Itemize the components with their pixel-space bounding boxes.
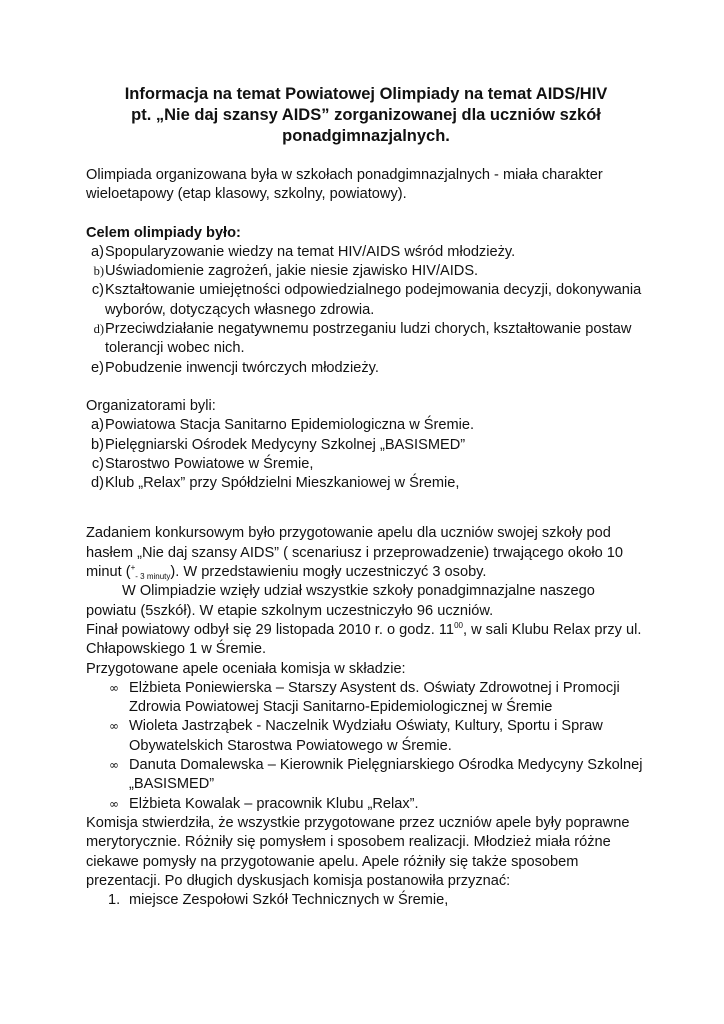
list-item: a) Powiatowa Stacja Sanitarno Epidemiologiczna w Śremie. — [91, 417, 475, 434]
title-line-3: ponadgimnazjalnych. — [282, 127, 450, 145]
list-item: ∞ Wioleta Jastrząbek - Naczelnik Wydziału Oświaty, Kultury, Sportu i Spraw Obywatelskich Starostwa Powiatowego w Śremie. — [109, 718, 603, 754]
conclusion-paragraph: Komisja stwierdziła, że wszystkie przygotowane przez uczniów apele były poprawne merytorycznie. Różniły się pomysłem i sposobem realizacji. Młodzież miała różne ciekawe pomysły na przygotowanie apelu. Apele różniły się także sposobem prezentacji. Po długich dyskusjach komisja postanowiła przyznać: — [86, 814, 630, 889]
list-item: b) Uświadomienie zagrożeń, jakie niesie zjawisko HIV/AIDS. — [93, 263, 479, 280]
list-item: b) Pielęgniarski Ośrodek Medycyny Szkolnej „BASISMED” — [91, 436, 466, 453]
list-item: d) Przeciwdziałanie negatywnemu postrzeganiu ludzi chorych, kształtowanie postaw tolerancji wobec nich. — [93, 321, 632, 357]
list-item: ∞ Elżbieta Kowalak – pracownik Klubu „Relax”. — [86, 795, 646, 814]
title-line-1: Informacja na temat Powiatowej Olimpiady na temat AIDS/HIV — [124, 85, 608, 103]
list-item: a) Spopularyzowanie wiedzy na temat HIV/AIDS wśród młodzieży. — [91, 243, 516, 260]
list-item: c) Starostwo Powiatowe w Śremie, — [91, 455, 314, 472]
list-item: e) Pobudzenie inwencji twórczych młodzieży. — [91, 359, 379, 376]
infinity-bullet-icon: ∞ — [109, 796, 119, 811]
jury-list — [86, 679, 646, 814]
document-page — [86, 84, 646, 910]
goals-list — [86, 243, 646, 378]
goals-heading: Celem olimpiady było: — [86, 224, 241, 241]
organizers-list — [86, 416, 646, 493]
document-title — [86, 84, 646, 147]
intro-paragraph: Olimpiada organizowana była w szkołach ponadgimnazjalnych - miała charakter wieloetapowy (etap klasowy, szkolny, powiatowy). — [86, 167, 603, 203]
title-line-2: pt. „Nie daj szansy AIDS” zorganizowanej dla uczniów szkół — [131, 106, 601, 124]
organizers-heading: Organizatorami byli: — [86, 397, 216, 414]
final-paragraph: Finał powiatowy odbył się 29 listopada 2010 r. o godz. $11^{00}$, w sali Klubu Relax przy ul. Chłapowskiego 1 w Śremie. — [86, 621, 642, 658]
list-item: c) Kształtowanie umiejętności odpowiedzialnego podejmowania decyzji, dokonywania wyborów, dotyczących własnego zdrowia. — [91, 282, 642, 318]
participation-paragraph: W Olimpiadzie wzięły udział wszystkie szkoły ponadgimnazjalne naszego powiatu (5szkół). W etapie szkolnym uczestniczyło 96 uczniów. — [86, 583, 595, 619]
task-paragraph: Zadaniem konkursowym było przygotowanie apelu dla uczniów swojej szkoły pod hasłem „Nie daj szansy AIDS” ( scenariusz i przeprowadzenie) trwającego około 10 minut $(^+_{- 3 minuty})$. W przedstawieniu mogły uczestniczyć 3 osoby. — [86, 525, 623, 582]
awards-list — [86, 891, 646, 910]
infinity-bullet-icon: ∞ — [109, 758, 119, 773]
list-item: d) Klub „Relax” przy Spółdzielni Mieszkaniowej w Śremie, — [91, 475, 460, 492]
list-item: ∞ Danuta Domalewska – Kierownik Pielęgniarskiego Ośrodka Medycyny Szkolnej „BASISMED” — [109, 757, 643, 793]
infinity-bullet-icon: ∞ — [109, 719, 119, 734]
list-item: 1. miejsce Zespołowi Szkół Technicznych w Śremie, — [108, 892, 449, 909]
infinity-bullet-icon: ∞ — [109, 680, 119, 695]
jury-intro: Przygotowane apele oceniała komisja w składzie: — [86, 660, 406, 677]
list-item: ∞ Elżbieta Poniewierska – Starszy Asystent ds. Oświaty Zdrowotnej i Promocji Zdrowia Powiatowej Stacji Sanitarno-Epidemiologicznej w Śremie — [109, 679, 620, 716]
